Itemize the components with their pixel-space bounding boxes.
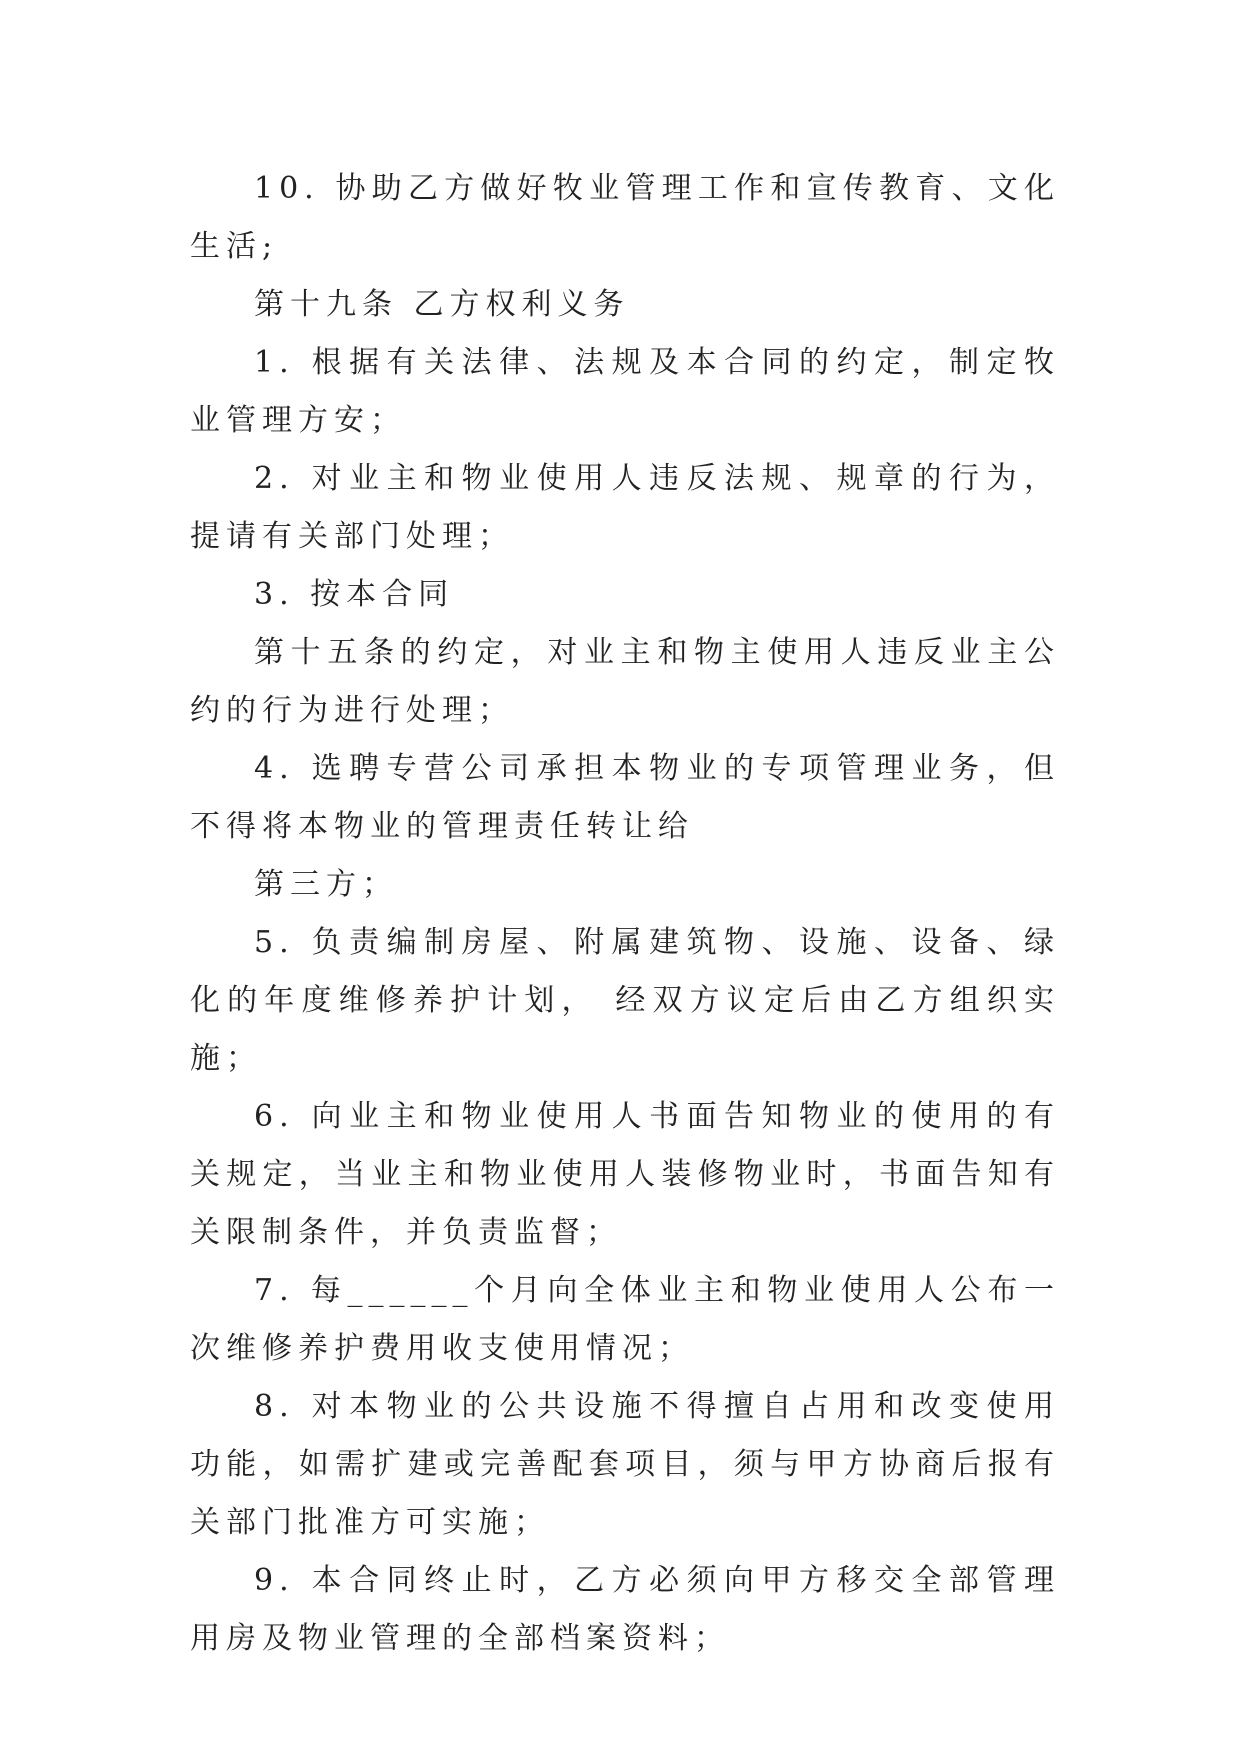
- paragraph-item-1: 1. 根据有关法律、法规及本合同的约定，制定牧业管理方安；: [190, 345, 1060, 438]
- paragraph-clause-10: 10. 协助乙方做好牧业管理工作和宣传教育、文化生活;: [190, 171, 1060, 264]
- paragraph-item-3-continued: 第十五条的约定，对业主和物主使用人违反业主公约的行为进行处理；: [190, 635, 1060, 728]
- document-body: [190, 160, 1060, 1668]
- paragraph-item-3: 3. 按本合同: [254, 577, 455, 612]
- paragraph-item-6: 6. 向业主和物业使用人书面告知物业的使用的有关规定，当业主和物业使用人装修物业时，书面告知有关限制条件，并负责监督；: [190, 1099, 1060, 1250]
- paragraph-item-4-continued: 第三方；: [254, 867, 398, 902]
- paragraph-item-9: 9. 本合同终止时，乙方必须向甲方移交全部管理用房及物业管理的全部档案资料；: [190, 1563, 1060, 1656]
- article-heading-19: 第十九条 乙方权利义务: [254, 287, 630, 322]
- paragraph-item-8: 8. 对本物业的公共设施不得擅自占用和改变使用功能，如需扩建或完善配套项目，须与甲方协商后报有关部门批准方可实施；: [190, 1389, 1060, 1540]
- paragraph-item-4: 4. 选聘专营公司承担本物业的专项管理业务，但不得将本物业的管理责任转让给: [190, 751, 1060, 844]
- paragraph-item-5: 5. 负责编制房屋、附属建筑物、设施、设备、绿化的年度维修养护计划， 经双方议定后由乙方组织实施；: [190, 925, 1060, 1076]
- paragraph-item-2: 2. 对业主和物业使用人违反法规、规章的行为，提请有关部门处理；: [190, 461, 1060, 554]
- paragraph-item-7: 7. 每______个月向全体业主和物业使用人公布一次维修养护费用收支使用情况；: [190, 1273, 1060, 1366]
